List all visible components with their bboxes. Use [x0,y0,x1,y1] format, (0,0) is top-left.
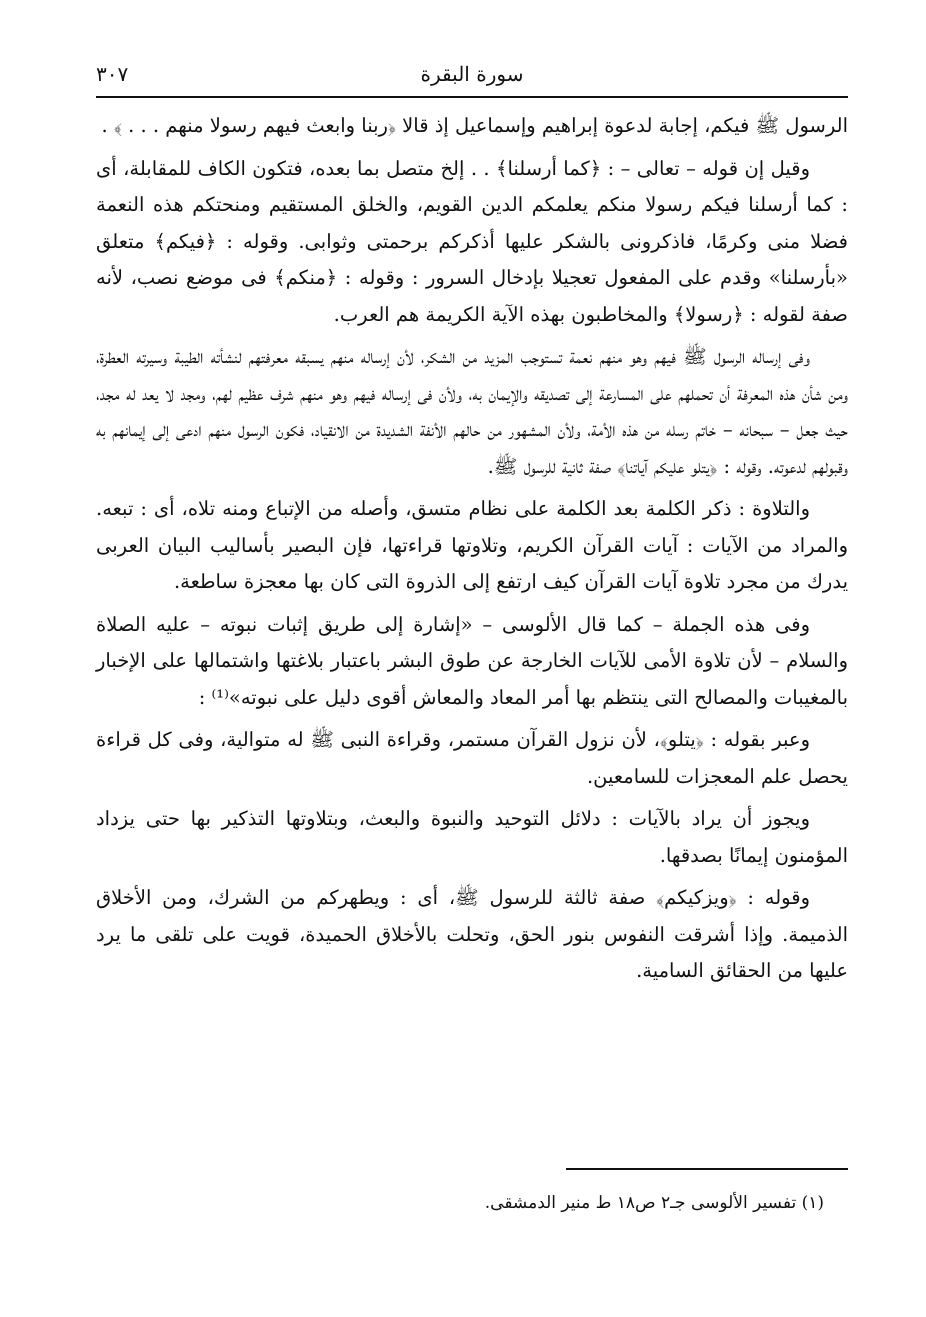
page-number: ٣٠٧ [96,62,129,86]
paragraph: وعبر بقوله : ﴿يتلو﴾، لأن نزول القرآن مستمر، وقراءة النبى ﷺ له متوالية، وفى كل قراءة يحصل علم المعجزات للسامعين. [96,728,848,788]
page-header [96,52,848,96]
paragraph: والتلاوة : ذكر الكلمة بعد الكلمة على نظام متسق، وأصله من الإتباع ومنه تلاه، أى : تبعه. والمراد من الآيات : آيات القرآن الكريم، وتلاوتها قراءتها، فإن البصير بأساليب البيان العربى يدرك من مجرد تلاوة آيات القرآن كيف ارتفع إلى الذروة التى كان بها معجزة ساطعة. [96,497,848,593]
paragraph: وقيل إن قوله – تعالى – : ﴿كما أرسلنا﴾ . . إلخ متصل بما بعده، فتكون الكاف للمقابلة، أى : كما أرسلنا فيكم رسولا منكم يعلمكم الدين القويم، والخلق المستقيم ومنحتكم هذه النعمة فضلا منى وكرمًا، فاذكرونى بالشكر عليها أذكركم برحمتى وثوابى. وقوله : ﴿فيكم﴾ متعلق «بأرسلنا» وقدم على المفعول تعجيلا بإدخال السرور : وقوله : ﴿منكم﴾ فى موضع نصب، لأنه صفة لقوله : ﴿رسولا﴾ والمخاطبون بهذه الآية الكريمة هم العرب. [96,156,848,326]
surah-title: سورة البقرة [420,62,524,86]
header-divider [96,96,848,98]
footnote: (١) تفسير الألوسى جـ٢ ص١٨ ط منير الدمشقى. [484,1193,824,1213]
paragraph: الرسول ﷺ فيكم، إجابة لدعوة إبراهيم وإسماعيل إذ قالا ﴿ربنا وابعث فيهم رسولا منهم . . . ﴾ . [101,114,848,137]
footnote-divider [566,1168,848,1170]
paragraph: وفى هذه الجملة – كما قال الألوسى – «إشارة إلى طريق إثبات نبوته – عليه الصلاة والسلام – لأن تلاوة الأمى للآيات الخارجة عن طوق البشر باعتبار بلاغتها واشتمالها على الإخبار بالمغيبات والمصالح التى ينتظم بها أمر المعاد والمعاش أقوى دليل على نبوته»⁽¹⁾ : [96,612,848,709]
paragraph: وفى إرساله الرسول ﷺ فيهم وهو منهم نعمة تستوجب المزيد من الشكر، لأن إرساله منهم يسبقه معرفتهم لنشأته الطيبة وسيرته العطرة، ومن شأن هذه المعرفة أن تحملهم على المسارعة إلى تصديقه والإيمان به، ولأن فى إرساله فيهم وهو منهم شرف عظيم لهم، ومجد لا يعد له مجد، حيث جعل – سبحانه – خاتم رسله من هذه الأمة، ولأن المشهور من حالهم الأنفة الشديدة من الانقياد، فكون الرسول منهم ادعى إلى إيمانهم به وقبولهم لدعوته. وقوله : ﴿يتلو عليكم آياتنا﴾ صفة ثانية للرسول ﷺ. [96,345,848,478]
body-text [96,108,848,996]
paragraph: وقوله : ﴿ويزكيكم﴾ صفة ثالثة للرسول ﷺ، أى : ويطهركم من الشرك، ومن الأخلاق الذميمة. وإذا أشرقت النفوس بنور الحق، وتحلت بالأخلاق الحميدة، قويت على تلقى ما يرد عليها من الحقائق السامية. [96,886,848,982]
paragraph: ويجوز أن يراد بالآيات : دلائل التوحيد والنبوة والبعث، وبتلاوتها التذكير بها حتى يزداد المؤمنون إيمانًا بصدقها. [96,807,848,867]
